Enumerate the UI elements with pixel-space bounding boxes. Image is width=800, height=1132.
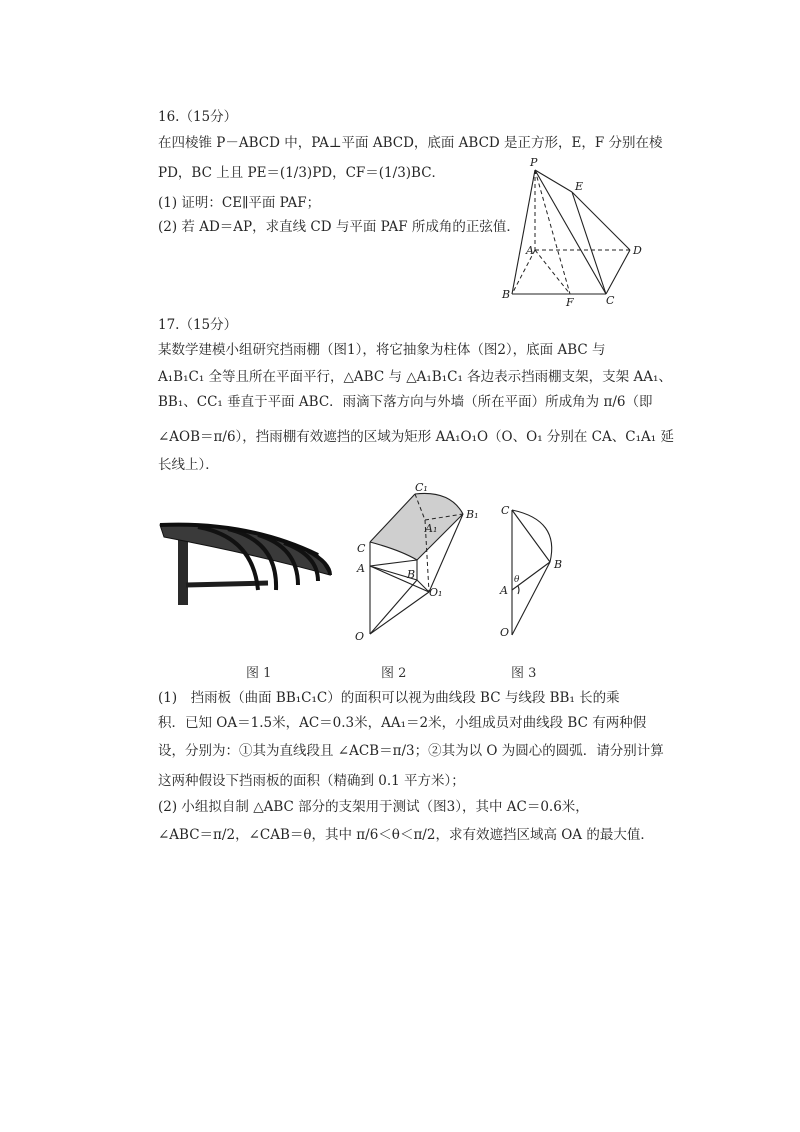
label-B1: B₁ bbox=[466, 508, 479, 521]
q17-line-1: 某数学建模小组研究挡雨棚（图1），将它抽象为柱体（图2），底面 ABC 与 bbox=[158, 342, 606, 358]
q17-line-2: A₁B₁C₁ 全等且所在平面平行，△ABC 与 △A₁B₁C₁ 各边表示挡雨棚支架，支架 AA₁、 bbox=[158, 369, 672, 385]
caption-fig3: 图 3 bbox=[511, 666, 537, 681]
label-A: A bbox=[526, 244, 534, 257]
pyramid-figure bbox=[490, 150, 650, 310]
awning-photo bbox=[158, 515, 338, 610]
label-B: B bbox=[502, 288, 511, 301]
label-A: A bbox=[500, 584, 508, 597]
label-A1: A₁ bbox=[425, 522, 438, 535]
label-O: O bbox=[355, 630, 365, 643]
q17-part1-line-1: (1) 挡雨板（曲面 BB₁C₁C）的面积可以视为曲线段 BC 与线段 BB₁ 长的乘 bbox=[158, 690, 620, 706]
label-C: C bbox=[357, 542, 366, 555]
q17-part1-line-2: 积．已知 OA＝1.5米，AC＝0.3米，AA₁＝2米，小组成员对曲线段 BC 有两种假 bbox=[158, 715, 647, 731]
q17-part1-line-3: 设，分别为：①其为直线段且 ∠ACB＝π/3；②其为以 O 为圆心的圆弧．请分别计算 bbox=[158, 743, 664, 759]
q16-line-2: PD，BC 上且 PE＝(1/3)PD，CF＝(1/3)BC． bbox=[158, 165, 446, 181]
label-A: A bbox=[357, 562, 365, 575]
q17-part1-line-4: 这两种假设下挡雨板的面积（精确到 0.1 平方米）； bbox=[158, 773, 465, 789]
q17-part2-line-1: (2) 小组拟自制 △ABC 部分的支架用于测试（图3），其中 AC＝0.6米， bbox=[158, 799, 589, 815]
label-P: P bbox=[530, 156, 538, 169]
label-C: C bbox=[501, 504, 510, 517]
q17-line-4: ∠AOB＝π/6），挡雨棚有效遮挡的区域为矩形 AA₁O₁O（O、O₁ 分别在 CA、C₁A₁ 延 bbox=[158, 429, 674, 445]
q16-line-1: 在四棱锥 P－ABCD 中，PA⊥平面 ABCD，底面 ABCD 是正方形，E，F 分别在棱 bbox=[158, 135, 663, 151]
q17-line-3: BB₁、CC₁ 垂直于平面 ABC．雨滴下落方向与外墙（所在平面）所成角为 π/6（即 bbox=[158, 394, 653, 410]
caption-fig2: 图 2 bbox=[381, 666, 407, 681]
label-C1: C₁ bbox=[415, 481, 428, 494]
label-O: O bbox=[500, 626, 510, 639]
q17-line-5: 长线上）． bbox=[158, 457, 219, 473]
label-F: F bbox=[566, 296, 574, 309]
label-theta: θ bbox=[514, 575, 520, 585]
label-B: B bbox=[407, 568, 416, 581]
q17-part2-line-2: ∠ABC＝π/2，∠CAB＝θ，其中 π/6＜θ＜π/2，求有效遮挡区域高 OA 的最大值． bbox=[158, 827, 654, 843]
label-O1: O₁ bbox=[429, 586, 443, 599]
q17-header: 17.（15分） bbox=[158, 317, 238, 333]
prism-figure-2 bbox=[345, 480, 495, 650]
label-D: D bbox=[633, 244, 642, 257]
label-E: E bbox=[575, 180, 584, 193]
caption-fig1: 图 1 bbox=[246, 666, 272, 681]
label-B: B bbox=[554, 558, 563, 571]
support-figure-3 bbox=[492, 500, 582, 650]
q16-line-3: (1) 证明：CE∥平面 PAF； bbox=[158, 195, 321, 211]
q16-header: 16.（15分） bbox=[158, 109, 238, 125]
label-C: C bbox=[606, 294, 615, 307]
q16-line-4: (2) 若 AD＝AP，求直线 CD 与平面 PAF 所成角的正弦值． bbox=[158, 219, 520, 235]
